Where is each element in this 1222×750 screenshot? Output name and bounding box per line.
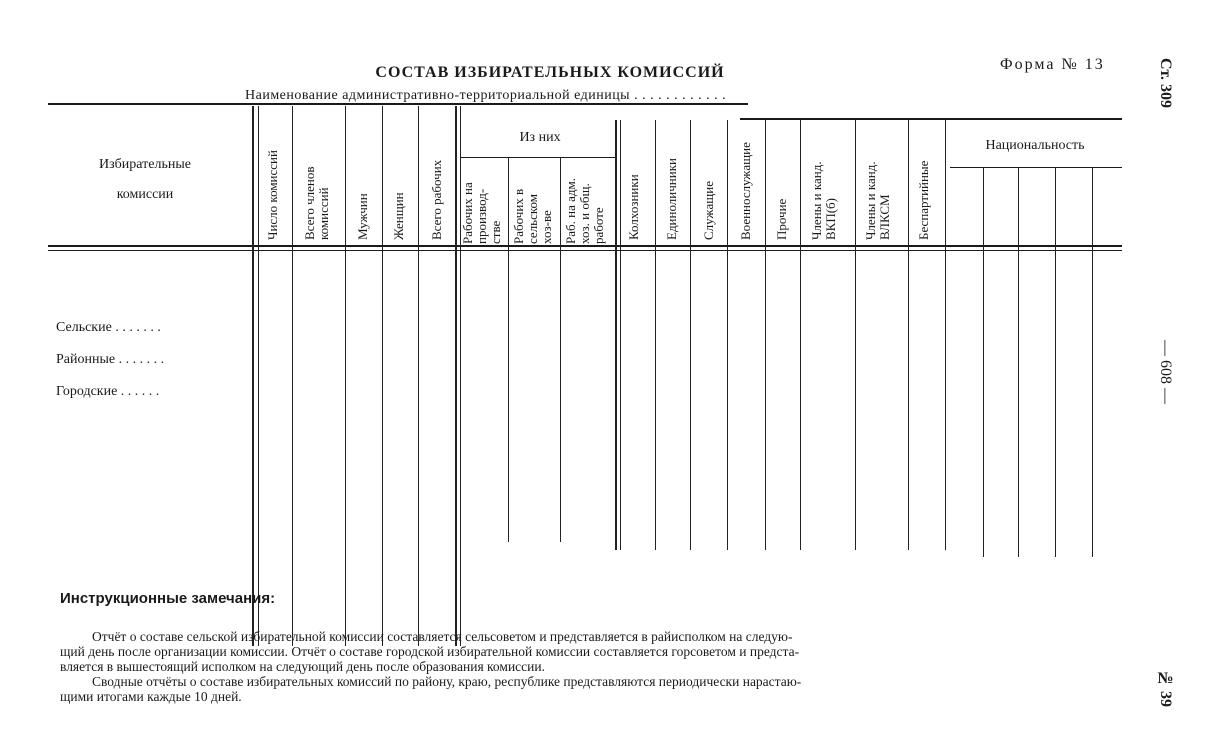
instruction-line: Отчёт о составе сельской избирательной комиссии составляется сельсоветом и представляется в райисполком на следую- [92, 629, 793, 644]
iz-nikh-divider [460, 157, 615, 158]
col-header-14: Члены и канд. ВЛКСМ [863, 161, 892, 240]
column-separator [345, 106, 346, 646]
col-header-11: Военнослужащие [738, 142, 753, 240]
column-separator [620, 120, 621, 550]
column-separator [765, 120, 766, 550]
territorial-unit-label: Наименование административно-территориальной единицы . . . . . . . . . . . . [245, 88, 727, 103]
row-header-label-line1: Избирательные [99, 157, 191, 172]
header-bottom-rule [48, 245, 1122, 247]
col-header-8: Колхозники [626, 174, 641, 240]
margin-issue-number: № 39 [1157, 670, 1174, 707]
col-header-6: Рабочих в сельском хоз-ве [511, 188, 554, 244]
column-separator [258, 106, 259, 646]
header-bottom-rule-2 [48, 250, 1122, 251]
col-header-12: Прочие [774, 198, 789, 240]
column-separator [945, 120, 946, 550]
margin-article: Ст. 309 [1157, 58, 1174, 108]
row-header-label-line2: комиссии [116, 187, 174, 202]
column-separator [1055, 167, 1056, 557]
column-separator [1092, 167, 1093, 557]
column-separator [800, 120, 801, 550]
col-header-1: Всего членов комиссий [302, 166, 331, 240]
group-label-nationality: Национальность [985, 138, 1085, 153]
column-separator [252, 106, 254, 646]
column-separator [615, 120, 617, 550]
column-separator [418, 106, 419, 646]
table-top-rule [48, 103, 748, 105]
column-separator [690, 120, 691, 550]
column-separator [727, 120, 728, 550]
column-separator [1018, 167, 1019, 557]
column-separator [382, 106, 383, 646]
col-header-15: Беспартийные [916, 160, 931, 240]
col-header-10: Служащие [701, 181, 716, 240]
col-header-13: Члены и канд. ВКП(б) [809, 161, 838, 240]
column-separator [855, 120, 856, 550]
col-header-3: Женщин [391, 192, 406, 240]
column-separator [908, 120, 909, 550]
column-separator [508, 157, 509, 542]
instruction-line: Сводные отчёты о составе избирательных комиссий по району, краю, республике представляются периодически нарастаю- [92, 674, 802, 689]
form-number: Форма № 13 [1000, 56, 1105, 73]
table-top-rule-right [740, 118, 1122, 120]
col-header-5: Рабочих на производ- стве [460, 182, 503, 244]
row-label-city: Городские . . . . . . [56, 384, 160, 399]
col-header-0: Число комиссий [265, 150, 280, 240]
instruction-line: щий день после организации комиссии. Отчёт о составе городской избирательной комиссии составляется горсоветом и предста- [60, 644, 800, 659]
col-header-4: Всего рабочих [429, 159, 444, 240]
row-label-rural: Сельские . . . . . . . [56, 320, 161, 335]
nationality-divider [950, 167, 1122, 168]
col-header-2: Мужчин [355, 193, 370, 240]
margin-page-number: — 608 — [1157, 340, 1174, 404]
instruction-line: вляется в вышестоящий исполком на следующий день после образования комиссии. [60, 659, 545, 674]
column-separator [655, 120, 656, 550]
column-separator [292, 106, 293, 646]
instruction-line: щими итогами каждые 10 дней. [60, 689, 242, 704]
col-header-7: Раб. на адм. хоз. и общ. работе [563, 178, 606, 244]
column-separator [455, 106, 457, 646]
group-label-iz-nikh: Из них [519, 130, 561, 145]
form-title: СОСТАВ ИЗБИРАТЕЛЬНЫХ КОМИССИЙ [375, 64, 725, 81]
instructions-heading: Инструкционные замечания: [60, 590, 276, 607]
row-label-district: Районные . . . . . . . [56, 352, 165, 367]
column-separator [983, 167, 984, 557]
column-separator [560, 157, 561, 542]
row-header-label [60, 150, 230, 210]
col-header-9: Единоличники [664, 158, 679, 240]
